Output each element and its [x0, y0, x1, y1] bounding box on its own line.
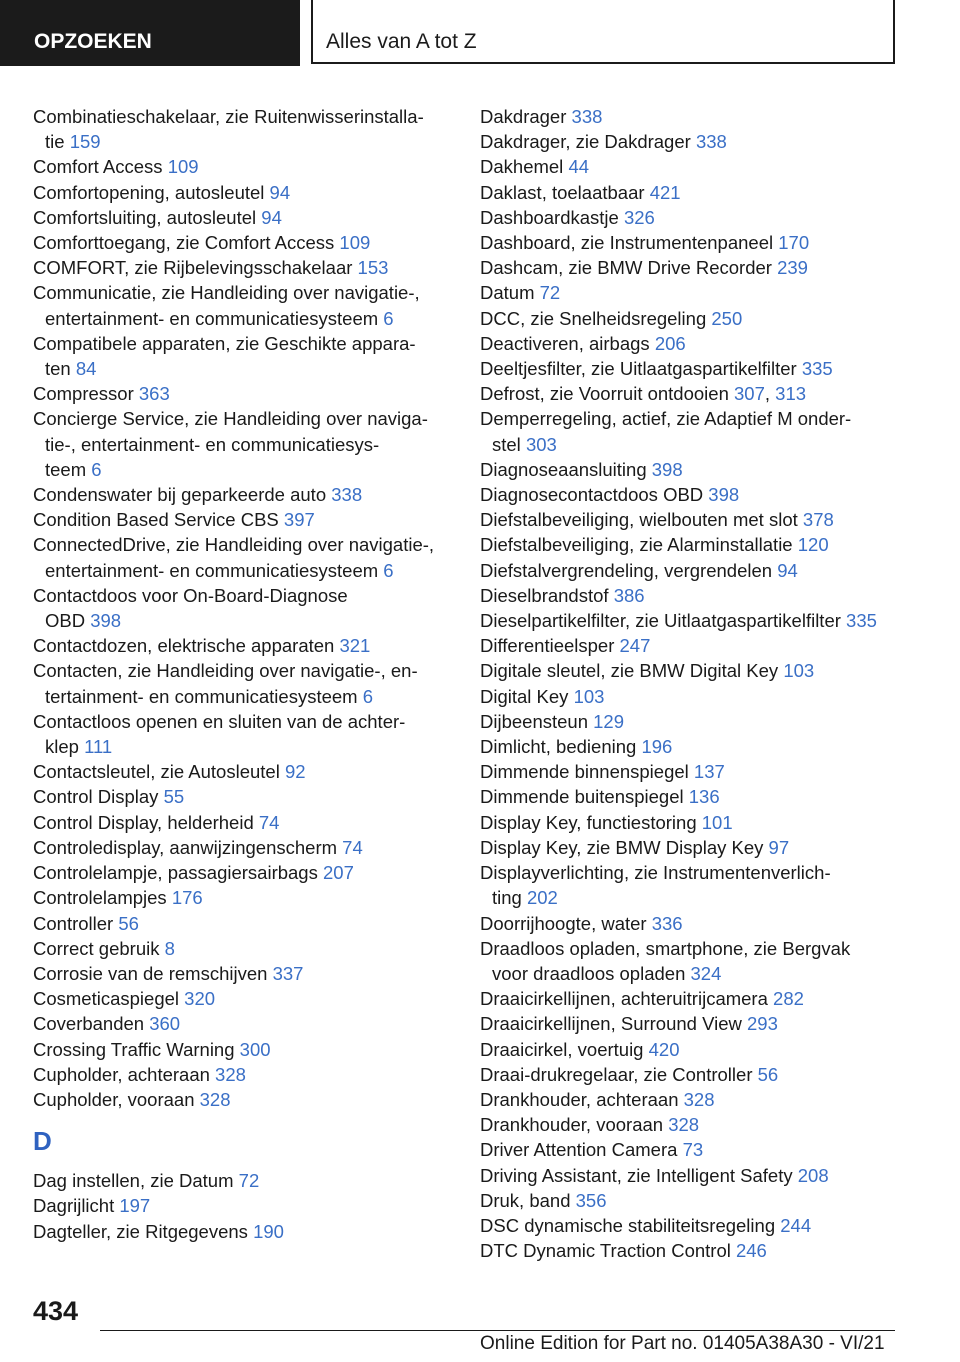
index-term: teem	[45, 458, 87, 480]
index-term: Cupholder, achteraan	[33, 1063, 210, 1085]
index-entry	[33, 331, 453, 381]
index-term: Contacten, zie Handleiding over navigatie-, en-	[33, 660, 418, 682]
page-link[interactable]: 94	[269, 181, 291, 203]
index-term: Dimmende binnenspiegel	[480, 761, 689, 783]
page-link[interactable]: 244	[780, 1214, 812, 1236]
index-term: tie	[45, 131, 65, 153]
index-term: Drankhouder, vooraan	[480, 1114, 664, 1136]
page-link[interactable]: 320	[184, 988, 216, 1010]
index-term: Druk, band	[480, 1189, 571, 1211]
index-entry	[480, 734, 910, 759]
index-term: Condition Based Service CBS	[33, 509, 279, 531]
page-link[interactable]: 55	[163, 786, 185, 808]
index-entry	[33, 936, 453, 961]
index-column-right	[480, 104, 910, 1263]
index-term: Crossing Traffic Warning	[33, 1038, 235, 1060]
index-term: DSC dynamische stabiliteitsregeling	[480, 1214, 776, 1236]
index-entry	[33, 860, 453, 885]
index-term: ConnectedDrive, zie Handleiding over navigatie-,	[33, 534, 435, 556]
page-link[interactable]: 328	[683, 1088, 715, 1110]
index-entry	[480, 684, 910, 709]
index-term: entertainment- en communicatiesysteem	[45, 307, 379, 329]
index-term: Contactsleutel, zie Autosleutel	[33, 761, 280, 783]
index-entry	[33, 154, 453, 179]
index-term: Control Display	[33, 786, 159, 808]
page-link[interactable]: 74	[258, 811, 280, 833]
page-link[interactable]: 129	[593, 710, 625, 732]
page-link[interactable]: 92	[284, 761, 306, 783]
index-entry	[33, 784, 453, 809]
index-term: Communicatie, zie Handleiding over navigatie-,	[33, 282, 420, 304]
index-entry	[33, 709, 453, 759]
page-link[interactable]: 73	[682, 1139, 704, 1161]
index-term: Driver Attention Camera	[480, 1139, 678, 1161]
index-term: Differentieelsper	[480, 635, 615, 657]
index-entry	[480, 104, 910, 129]
index-term: Contactdozen, elektrische apparaten	[33, 635, 335, 657]
index-term: Doorrijhoogte, water	[480, 912, 647, 934]
page-link[interactable]: 313	[775, 383, 807, 405]
index-term: Deactiveren, airbags	[480, 332, 650, 354]
page-link[interactable]: 328	[668, 1114, 700, 1136]
index-term: Dimlicht, bediening	[480, 736, 637, 758]
index-term: Contactdoos voor On-Board-Diagnose	[33, 584, 348, 606]
page-link[interactable]: 293	[747, 1013, 778, 1035]
index-entry	[33, 885, 453, 910]
index-entry	[33, 406, 453, 482]
index-term: Dagrijlicht	[33, 1195, 115, 1217]
index-entry	[480, 1137, 910, 1162]
page-link[interactable]: 335	[846, 610, 877, 632]
index-term: Correct gebruik	[33, 937, 160, 959]
page-link[interactable]: 72	[539, 282, 561, 304]
page-link[interactable]: 250	[711, 307, 743, 329]
page-number: 434	[33, 1296, 79, 1326]
index-entry	[33, 1062, 453, 1087]
index-term: Comfortopening, autosleutel	[33, 181, 265, 203]
index-entry	[33, 230, 453, 255]
index-term: Dashcam, zie BMW Drive Recorder	[480, 257, 772, 279]
index-entry	[480, 1087, 910, 1112]
index-entry	[480, 1163, 910, 1188]
index-entry	[480, 482, 910, 507]
page-link[interactable]: 247	[619, 635, 651, 657]
index-column-left	[33, 104, 453, 1244]
page-link[interactable]: 300	[239, 1038, 271, 1060]
index-term: Driving Assistant, zie Intelligent Safety	[480, 1164, 793, 1186]
index-term: Cosmeticaspiegel	[33, 988, 180, 1010]
index-term: Compatibele apparaten, zie Geschikte appara-	[33, 332, 416, 354]
section-tab[interactable]: OPZOEKEN	[0, 0, 300, 66]
page-link[interactable]: 398	[651, 458, 683, 480]
index-term: Diefstalvergrendeling, vergrendelen	[480, 559, 773, 581]
page-link[interactable]: 6	[383, 559, 394, 581]
index-term: Display Key, functiestoring	[480, 811, 697, 833]
index-term: DTC Dynamic Traction Control	[480, 1240, 731, 1262]
index-entry	[480, 205, 910, 230]
index-term: Dashboard, zie Instrumentenpaneel	[480, 232, 774, 254]
index-term: Draaicirkellijnen, achteruitrijcamera	[480, 988, 768, 1010]
page-link[interactable]: 72	[238, 1170, 260, 1192]
index-entry	[33, 280, 453, 330]
page-link[interactable]: 421	[649, 181, 681, 203]
index-entry	[33, 482, 453, 507]
index-entry	[33, 759, 453, 784]
page-link[interactable]: 170	[778, 232, 810, 254]
index-term: Display Key, zie BMW Display Key	[480, 836, 764, 858]
page-link[interactable]: 74	[342, 836, 363, 858]
index-entry	[480, 406, 910, 456]
index-entry	[480, 1188, 910, 1213]
index-entry	[480, 583, 910, 608]
index-entry	[480, 507, 910, 532]
index-term: Controledisplay, aanwijzingenscherm	[33, 836, 338, 858]
index-term: ting	[492, 887, 522, 909]
index-term: Digital Key	[480, 685, 569, 707]
page-link[interactable]: 101	[701, 811, 733, 833]
index-term: Dakdrager, zie Dakdrager	[480, 131, 691, 153]
page-link[interactable]: 386	[613, 584, 645, 606]
index-term: Comfort Access	[33, 156, 163, 178]
index-entry	[480, 759, 910, 784]
index-entry	[480, 835, 910, 860]
page-link[interactable]: 202	[526, 887, 558, 909]
index-entry	[480, 129, 910, 154]
edition-note: Online Edition for Part no. 01405A38A30 - VI/21	[480, 1333, 885, 1354]
index-term: Draaicirkellijnen, Surround View	[480, 1013, 742, 1035]
index-entry	[480, 356, 910, 381]
index-entry	[33, 255, 453, 280]
page-link[interactable]: 153	[357, 257, 389, 279]
index-entry	[480, 911, 910, 936]
index-entry	[480, 1037, 910, 1062]
index-term: Controller	[33, 912, 114, 934]
page-link[interactable]: 398	[708, 484, 740, 506]
index-term: Diefstalbeveiliging, wielbouten met slot	[480, 509, 798, 531]
index-entry	[33, 381, 453, 406]
index-entry	[33, 1219, 453, 1244]
index-entry: Defrost, zie Voorruit ontdooien 307, 313	[480, 383, 807, 405]
index-entry	[33, 1037, 453, 1062]
index-entry	[33, 986, 453, 1011]
page-link[interactable]: 335	[801, 358, 833, 380]
index-term: Dieselpartikelfilter, zie Uitlaatgaspartikelfilter	[480, 610, 841, 632]
page-link[interactable]: 103	[783, 660, 815, 682]
index-term: entertainment- en communicatiesysteem	[45, 559, 379, 581]
index-entry	[33, 1193, 453, 1218]
index-entry	[33, 911, 453, 936]
index-entry	[480, 457, 910, 482]
page-link[interactable]: 328	[199, 1088, 231, 1110]
index-term: Coverbanden	[33, 1013, 145, 1035]
page-link[interactable]: 136	[688, 786, 720, 808]
page-link[interactable]: 109	[339, 232, 371, 254]
index-entry	[33, 961, 453, 986]
index-entry	[33, 532, 453, 582]
index-term: Controlelampjes	[33, 887, 167, 909]
page-link[interactable]: 97	[768, 836, 790, 858]
page-link[interactable]: 197	[119, 1195, 151, 1217]
page-link[interactable]: 190	[253, 1220, 284, 1242]
index-term: Dimmende buitenspiegel	[480, 786, 684, 808]
index-term: Draai-drukregelaar, zie Controller	[480, 1063, 753, 1085]
index-term: tertainment- en communicatiesysteem	[45, 685, 358, 707]
index-entry	[33, 1168, 453, 1193]
index-term: Diefstalbeveiliging, zie Alarminstallatie	[480, 534, 793, 556]
index-term: voor draadloos opladen	[492, 962, 686, 984]
index-term: Compressor	[33, 383, 134, 405]
index-term: Defrost, zie Voorruit ontdooien	[480, 383, 729, 405]
page-link[interactable]: 326	[623, 206, 655, 228]
page-link[interactable]: 398	[90, 610, 122, 632]
index-term: Control Display, helderheid	[33, 811, 254, 833]
page-link[interactable]: 207	[323, 862, 354, 884]
index-entry	[480, 608, 910, 633]
index-entry	[33, 1087, 453, 1112]
index-term: Dakdrager	[480, 106, 567, 127]
index-entry	[480, 558, 910, 583]
page-link[interactable]: 176	[171, 887, 203, 909]
index-entry	[480, 154, 910, 179]
index-term: stel	[492, 433, 521, 455]
index-term: Dashboardkastje	[480, 206, 619, 228]
index-entry	[480, 1213, 910, 1238]
index-term: Cupholder, vooraan	[33, 1088, 195, 1110]
index-term: Diagnosecontactdoos OBD	[480, 484, 704, 506]
index-entry	[480, 180, 910, 205]
page-link[interactable]: 159	[69, 131, 101, 153]
page-link[interactable]: 94	[261, 206, 282, 228]
index-term: tie-, entertainment- en communicatiesys-	[45, 433, 380, 455]
page-header	[0, 0, 960, 66]
index-term: OBD	[45, 610, 86, 632]
page-link[interactable]: 6	[91, 458, 102, 480]
index-entry	[480, 306, 910, 331]
index-entry	[480, 936, 910, 986]
page-link[interactable]: 282	[773, 988, 804, 1010]
page-link[interactable]: 6	[383, 307, 394, 329]
index-term: Controlelampje, passagiersairbags	[33, 862, 318, 884]
index-entry	[480, 280, 910, 305]
index-entry	[480, 1112, 910, 1137]
page-link[interactable]: 397	[283, 509, 315, 531]
index-term: Displayverlichting, zie Instrumentenverlich-	[480, 862, 831, 884]
page-link[interactable]: 328	[215, 1063, 246, 1085]
index-entry	[480, 633, 910, 658]
index-entry	[480, 1238, 910, 1263]
index-entry	[33, 205, 453, 230]
index-entry	[33, 810, 453, 835]
page-link[interactable]: 44	[568, 156, 590, 178]
index-term: Dakhemel	[480, 156, 564, 178]
index-entry	[480, 810, 910, 835]
index-entry	[33, 1011, 453, 1036]
page-link[interactable]: 196	[641, 736, 673, 758]
page-link[interactable]: 111	[84, 736, 113, 758]
index-entry	[480, 658, 910, 683]
page-link[interactable]: 246	[735, 1240, 767, 1262]
index-entry	[480, 709, 910, 734]
page-link[interactable]: 84	[75, 358, 97, 380]
index-term: Concierge Service, zie Handleiding over naviga-	[33, 408, 428, 430]
index-term: Drankhouder, achteraan	[480, 1088, 679, 1110]
index-term: Comforttoegang, zie Comfort Access	[33, 232, 335, 254]
page-link[interactable]: 56	[118, 912, 139, 934]
page-link[interactable]: 338	[571, 106, 603, 127]
page-link[interactable]: 378	[802, 509, 834, 531]
page-link[interactable]: 208	[797, 1164, 829, 1186]
index-term: Draadloos opladen, smartphone, zie Bergvak	[480, 937, 851, 959]
page-link[interactable]: 239	[777, 257, 808, 279]
index-entry	[33, 583, 453, 633]
index-entry	[33, 507, 453, 532]
index-entry	[480, 860, 910, 910]
index-term: Dagteller, zie Ritgegevens	[33, 1220, 248, 1242]
page-link[interactable]: 137	[693, 761, 725, 783]
index-entry	[480, 230, 910, 255]
index-entry	[33, 633, 453, 658]
chapter-title: Alles van A tot Z	[311, 0, 895, 64]
page-link[interactable]: 360	[149, 1013, 181, 1035]
page-link[interactable]: 420	[648, 1038, 680, 1060]
page-link[interactable]: 303	[525, 433, 557, 455]
page-link[interactable]: 56	[757, 1063, 779, 1085]
index-term: Daklast, toelaatbaar	[480, 181, 645, 203]
index-entry	[480, 532, 910, 557]
index-entry	[480, 255, 910, 280]
index-entry	[33, 658, 453, 708]
index-entry	[480, 331, 910, 356]
index-term: Diagnoseaansluiting	[480, 458, 647, 480]
index-term: ten	[45, 358, 71, 380]
index-term: Combinatieschakelaar, zie Ruitenwisserinstalla-	[33, 106, 424, 127]
index-term: Demperregeling, actief, zie Adaptief M onder-	[480, 408, 852, 430]
index-entry	[33, 835, 453, 860]
index-term: Dijbeensteun	[480, 710, 588, 732]
page-link[interactable]: 6	[362, 685, 374, 707]
index-term: Comfortsluiting, autosleutel	[33, 206, 257, 228]
index-term: Dieselbrandstof	[480, 584, 609, 606]
index-term: Contactloos openen en sluiten van de achter-	[33, 710, 406, 732]
page-link[interactable]: 363	[138, 383, 170, 405]
index-entry	[480, 1062, 910, 1087]
page-link[interactable]: 307	[734, 383, 765, 405]
page-link[interactable]: 324	[690, 962, 722, 984]
index-entry	[480, 986, 910, 1011]
index-term: Corrosie van de remschijven	[33, 962, 268, 984]
index-entry	[480, 784, 910, 809]
index-term: Deeltjesfilter, zie Uitlaatgaspartikelfilter	[480, 358, 797, 380]
index-entry	[480, 1011, 910, 1036]
index-term: Draaicirkel, voertuig	[480, 1038, 644, 1060]
index-term: Datum	[480, 282, 535, 304]
index-term: DCC, zie Snelheidsregeling	[480, 307, 707, 329]
page-link[interactable]: 321	[339, 635, 371, 657]
page-link[interactable]: 338	[695, 131, 727, 153]
index-entry	[33, 180, 453, 205]
page-link[interactable]: 337	[272, 962, 304, 984]
index-term: Dag instellen, zie Datum	[33, 1170, 234, 1192]
index-letter-heading: D	[33, 1126, 52, 1157]
footer-divider	[100, 1330, 895, 1331]
page-link[interactable]: 120	[797, 534, 829, 556]
index-term: Digitale sleutel, zie BMW Digital Key	[480, 660, 779, 682]
page-link[interactable]: 338	[331, 484, 363, 506]
page-link[interactable]: 206	[654, 332, 686, 354]
page-link[interactable]: 356	[575, 1189, 607, 1211]
page-link[interactable]: 109	[167, 156, 199, 178]
page-link[interactable]: 103	[573, 685, 605, 707]
index-term: Condenswater bij geparkeerde auto	[33, 484, 327, 506]
page-link[interactable]: 94	[777, 559, 798, 581]
index-term: klep	[45, 736, 79, 758]
page-link[interactable]: 336	[651, 912, 683, 934]
index-entry	[33, 104, 453, 154]
index-term: COMFORT, zie Rijbelevingsschakelaar	[33, 257, 353, 279]
page-link[interactable]: 8	[164, 937, 175, 959]
